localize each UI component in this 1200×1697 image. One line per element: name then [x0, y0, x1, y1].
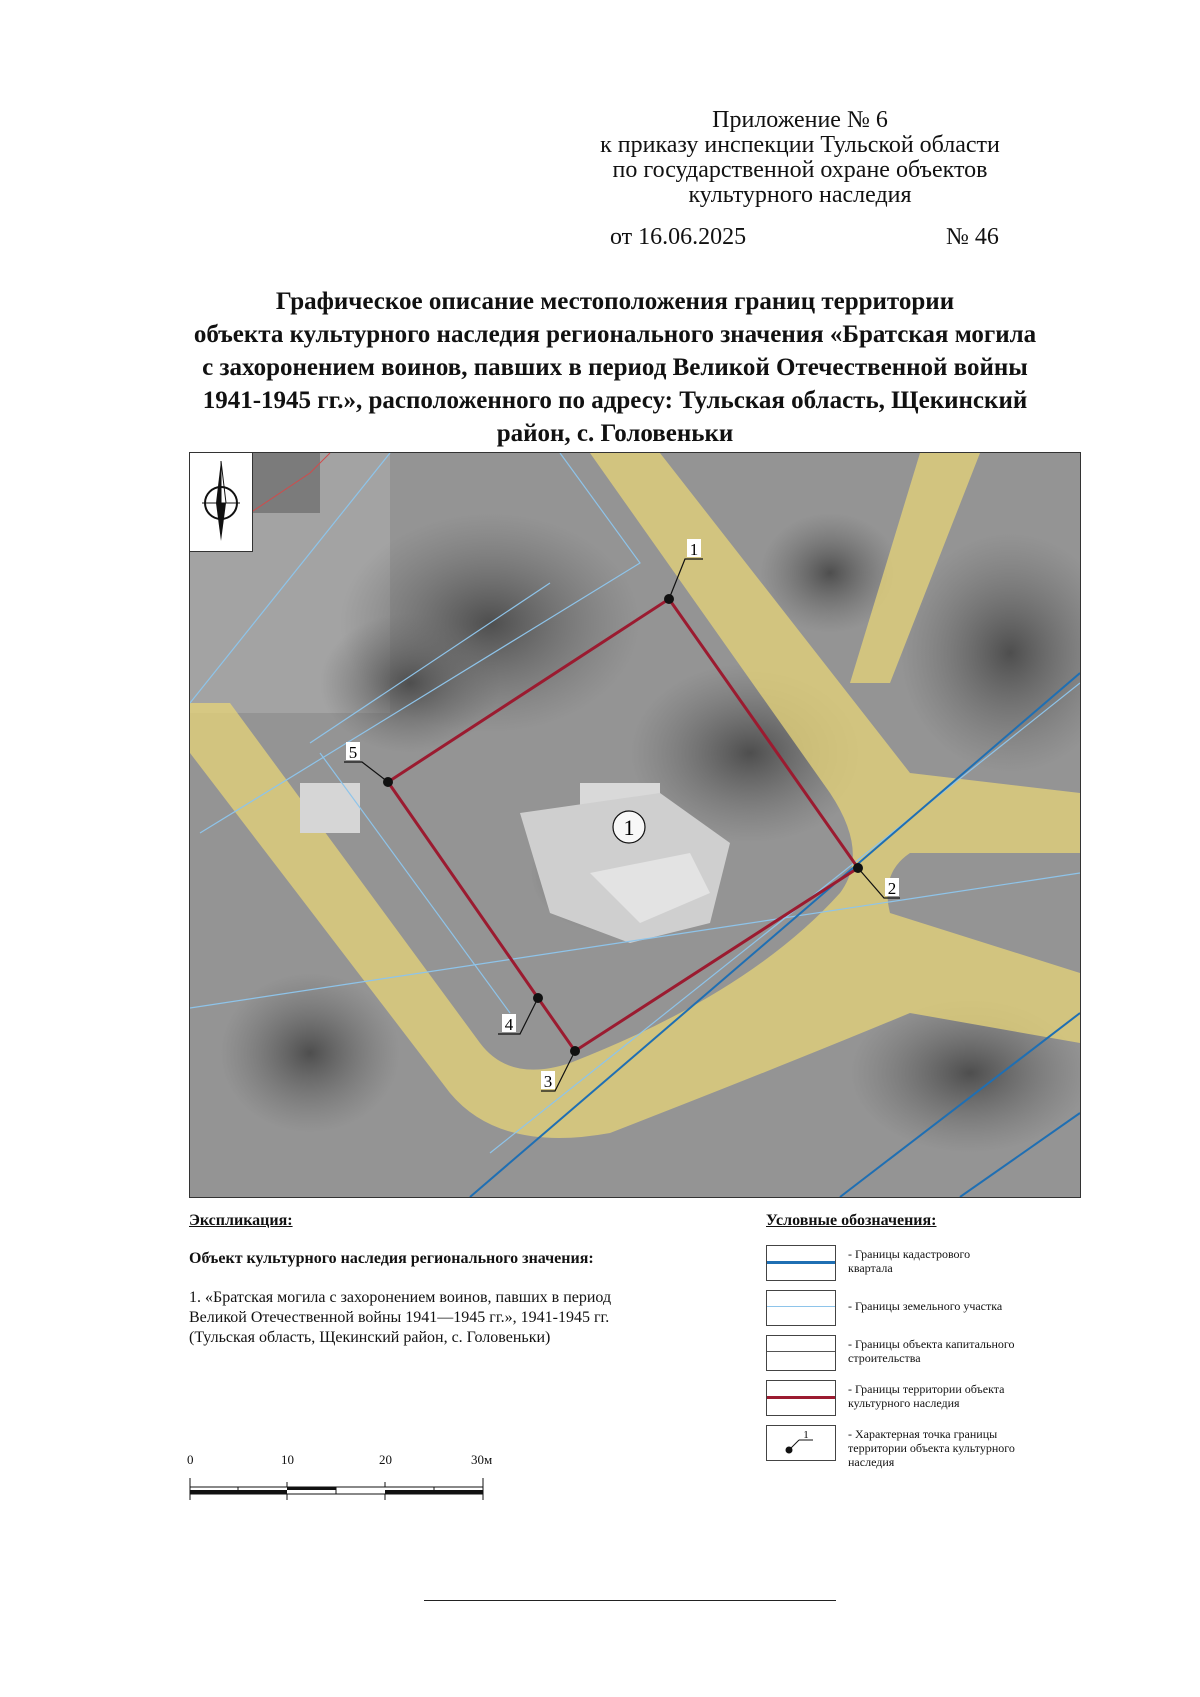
signature-line [424, 1600, 836, 1601]
explication-item-line-3: (Тульская область, Щекинский район, с. Головеньки) [189, 1329, 551, 1346]
legend-swatch [766, 1380, 836, 1416]
scale-label-20: 20 [379, 1452, 392, 1467]
explication-item [189, 1288, 689, 1348]
explication-item-line-2: Великой Отечественной войны 1941—1945 гг.», 1941-1945 гг. [189, 1309, 610, 1326]
legend-swatch [766, 1245, 836, 1281]
legend-swatch [766, 1335, 836, 1371]
scale-label-0: 0 [187, 1452, 194, 1467]
legend-swatch [766, 1425, 836, 1461]
boundary-point-dot [570, 1046, 580, 1056]
boundary-point-dot [533, 993, 543, 1003]
boundary-point-icon [767, 1426, 835, 1460]
title-line-3: с захоронением воинов, павших в период Великой Отечественной войны [202, 354, 1028, 381]
north-arrow [190, 453, 253, 552]
legend-heading: Условные обозначения: [766, 1212, 937, 1229]
explication-heading: Экспликация: [189, 1212, 293, 1229]
boundary-point-label: 4 [504, 1015, 514, 1034]
legend-text: территории объекта культурного [848, 1441, 1015, 1455]
satellite-map [189, 452, 1081, 1198]
explication-subheading: Объект культурного наследия регионального значения: [189, 1250, 594, 1267]
title-line-4: 1941-1945 гг.», расположенного по адресу: Тульская область, Щекинский [202, 387, 1028, 414]
boundary-point-dot [383, 777, 393, 787]
title-line-5: район, с. Головеньки [496, 420, 734, 447]
legend-swatch [766, 1290, 836, 1326]
boundary-point-label: 1 [689, 540, 699, 559]
legend-marker-label: 1 [803, 1429, 809, 1441]
document-title [130, 285, 1100, 450]
appendix-order-line: к приказу инспекции Тульской области [600, 132, 1000, 158]
legend-text: - Характерная точка границы [848, 1427, 998, 1441]
legend-text: - Границы кадастрового [848, 1247, 971, 1261]
boundary-point-label: 3 [543, 1072, 553, 1091]
legend-text: квартала [848, 1261, 893, 1275]
legend-text: культурного наследия [848, 1396, 960, 1410]
legend-text: - Границы территории объекта [848, 1382, 1005, 1396]
order-date: от 16.06.2025 [610, 224, 747, 250]
boundary-point-label: 5 [348, 743, 358, 762]
scale-bar [187, 1452, 493, 1512]
explication-item-line-1: 1. «Братская могила с захоронением воинов, павших в период [189, 1289, 612, 1306]
appendix-number: Приложение № 6 [712, 107, 888, 133]
building-roof [250, 453, 320, 513]
scale-label-30: 30м [471, 1452, 493, 1467]
boundary-point-dot [853, 863, 863, 873]
boundary-point-dot [664, 594, 674, 604]
legend-text: наследия [848, 1455, 895, 1469]
legend-text: строительства [848, 1351, 921, 1365]
tree-cluster [220, 973, 400, 1133]
appendix-inspection-line: по государственной охране объектов [612, 157, 988, 183]
north-arrow-icon [190, 453, 252, 551]
appendix-header [540, 108, 1060, 208]
appendix-heritage-line: культурного наследия [688, 182, 912, 208]
title-line-2: объекта культурного наследия регионального значения «Братская могила [193, 321, 1037, 348]
boundary-point-label: 2 [887, 879, 897, 898]
order-number: № 46 [946, 224, 999, 250]
legend-text: - Границы объекта капитального [848, 1337, 1015, 1351]
title-line-1: Графическое описание местоположения границ территории [275, 288, 955, 315]
scale-bar-graphic [189, 1474, 489, 1504]
legend-text: - Границы земельного участка [848, 1299, 1003, 1313]
map-canvas [190, 453, 1080, 1197]
scale-label-10: 10 [281, 1452, 294, 1467]
object-marker-label: 1 [623, 815, 635, 840]
